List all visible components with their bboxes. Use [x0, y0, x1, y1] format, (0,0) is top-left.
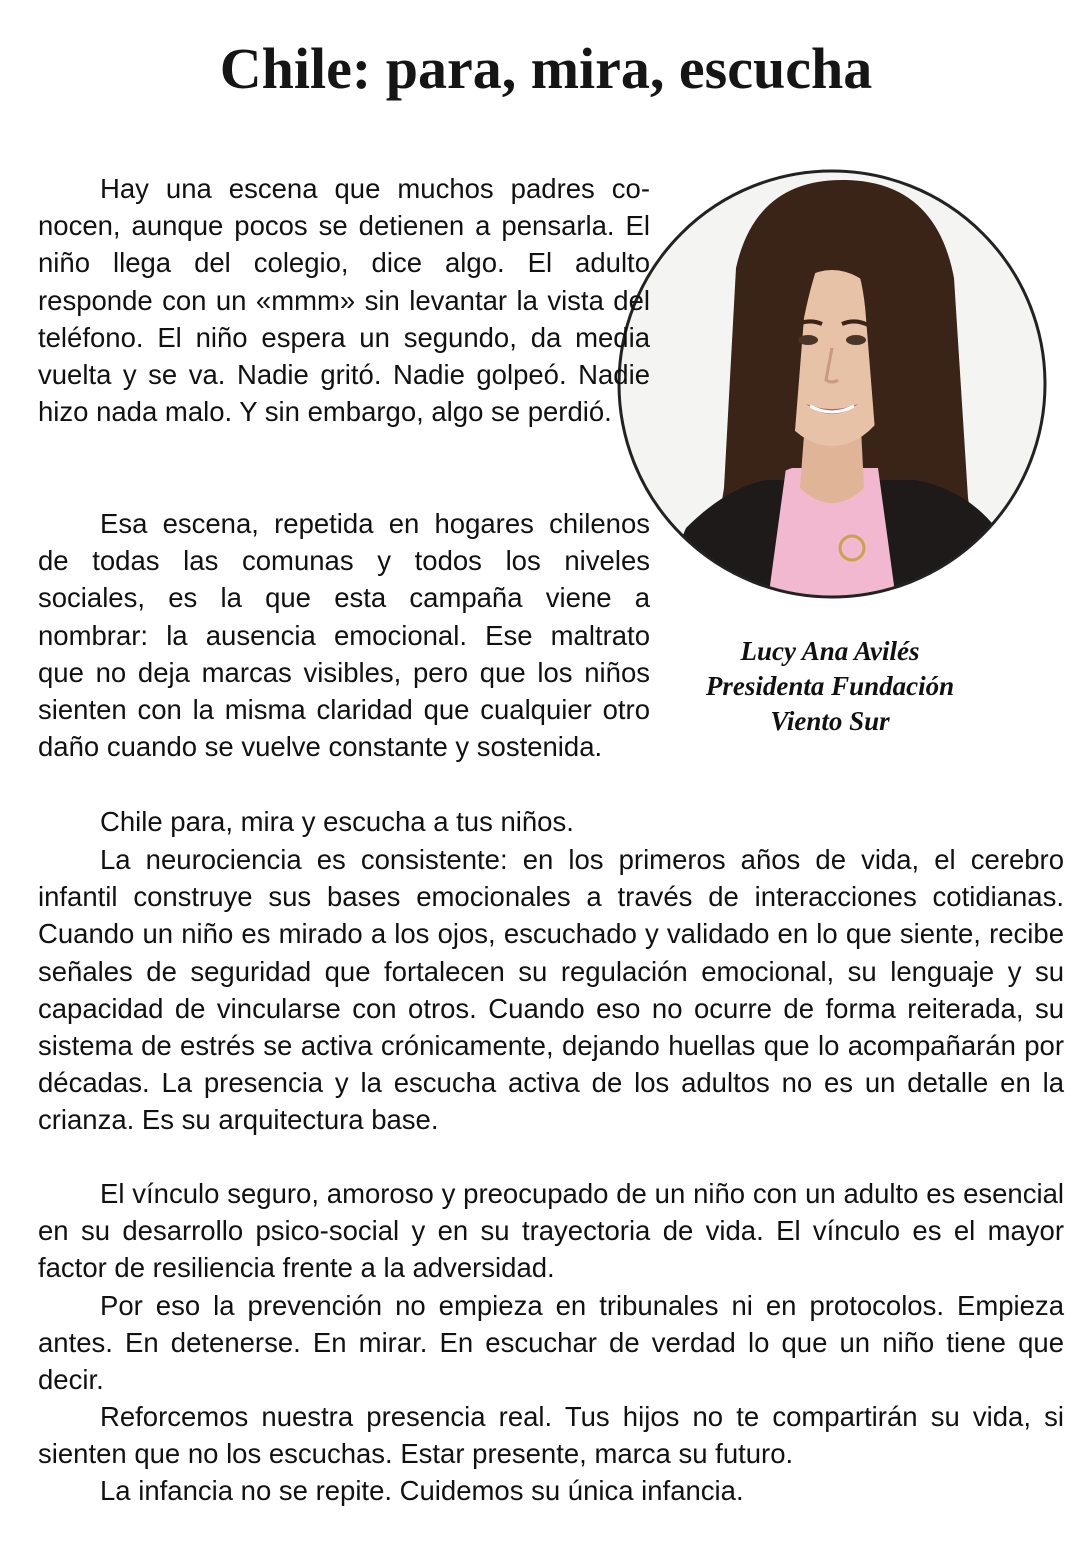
paragraph-8: La infancia no se repite. Cuidemos su única infancia. [100, 1475, 744, 1506]
author-portrait [616, 168, 1048, 600]
paragraph-6: Por eso la prevención no empieza en tribunales ni en protocolos. Empieza antes. En detenerse. En mirar. En escuchar de verdad lo que un niño tiene que decir. [38, 1290, 1064, 1396]
paragraph-5: El vínculo seguro, amoroso y preocupado de un niño con un adulto es esencial en su desarrollo psico-social y en su trayectoria de vida. El vínculo es el mayor factor de resiliencia frente a la adversidad. [38, 1178, 1064, 1284]
paragraph-4: La neurociencia es consistente: en los primeros años de vida, el cerebro infantil construye sus bases emocionales a través de interacciones cotidianas. Cuando un niño es mirado a los ojos, escuchado y validado en lo que siente, recibe señales de seguridad que fortalecen su regulación emocional, su lenguaje y su capacidad de vincularse con otros. Cuando eso no ocurre de forma reiterada, su sistema de estrés se activa crónicamente, dejando huellas que lo acompañarán por décadas. La presencia y la escucha activa de los adultos no es un detalle en la crianza. Es su arquitectura base. [38, 844, 1064, 1136]
author-organization: Viento Sur [770, 706, 890, 736]
author-role: Presidenta Fundación [705, 671, 955, 701]
author-name: Lucy Ana Avilés [740, 636, 920, 666]
author-caption [660, 634, 1000, 739]
paragraph-1: Hay una escena que muchos padres conocen, aunque pocos se detienen a pensarla. El niño llega del colegio, dice algo. El adulto responde con un «mmm» sin levantar la vista del teléfono. El niño espera un segundo, da media vuelta y se va. Nadie gritó. Nadie golpeó. Nadie hizo nada malo. Y sin embargo, algo se perdió. [38, 173, 650, 428]
paragraph-2: Esa escena, repetida en hogares chilenos de todas las comunas y todos los niveles sociales, es la que esta campaña viene a nombrar: la ausencia emocional. Ese maltrato que no deja marcas visibles, pero que los niños sienten con la misma claridad que cualquier otro daño cuando se vuelve constante y sostenida. [38, 508, 650, 763]
paragraph-7: Reforcemos nuestra presencia real. Tus hijos no te compartirán su vida, si sienten que no los escuchas. Estar presente, marca su futuro. [38, 1401, 1064, 1470]
author-photo-illustration [616, 168, 1048, 600]
paragraph-3: Chile para, mira y escucha a tus niños. [100, 806, 574, 837]
article-title: Chile: para, mira, escucha [219, 36, 873, 101]
